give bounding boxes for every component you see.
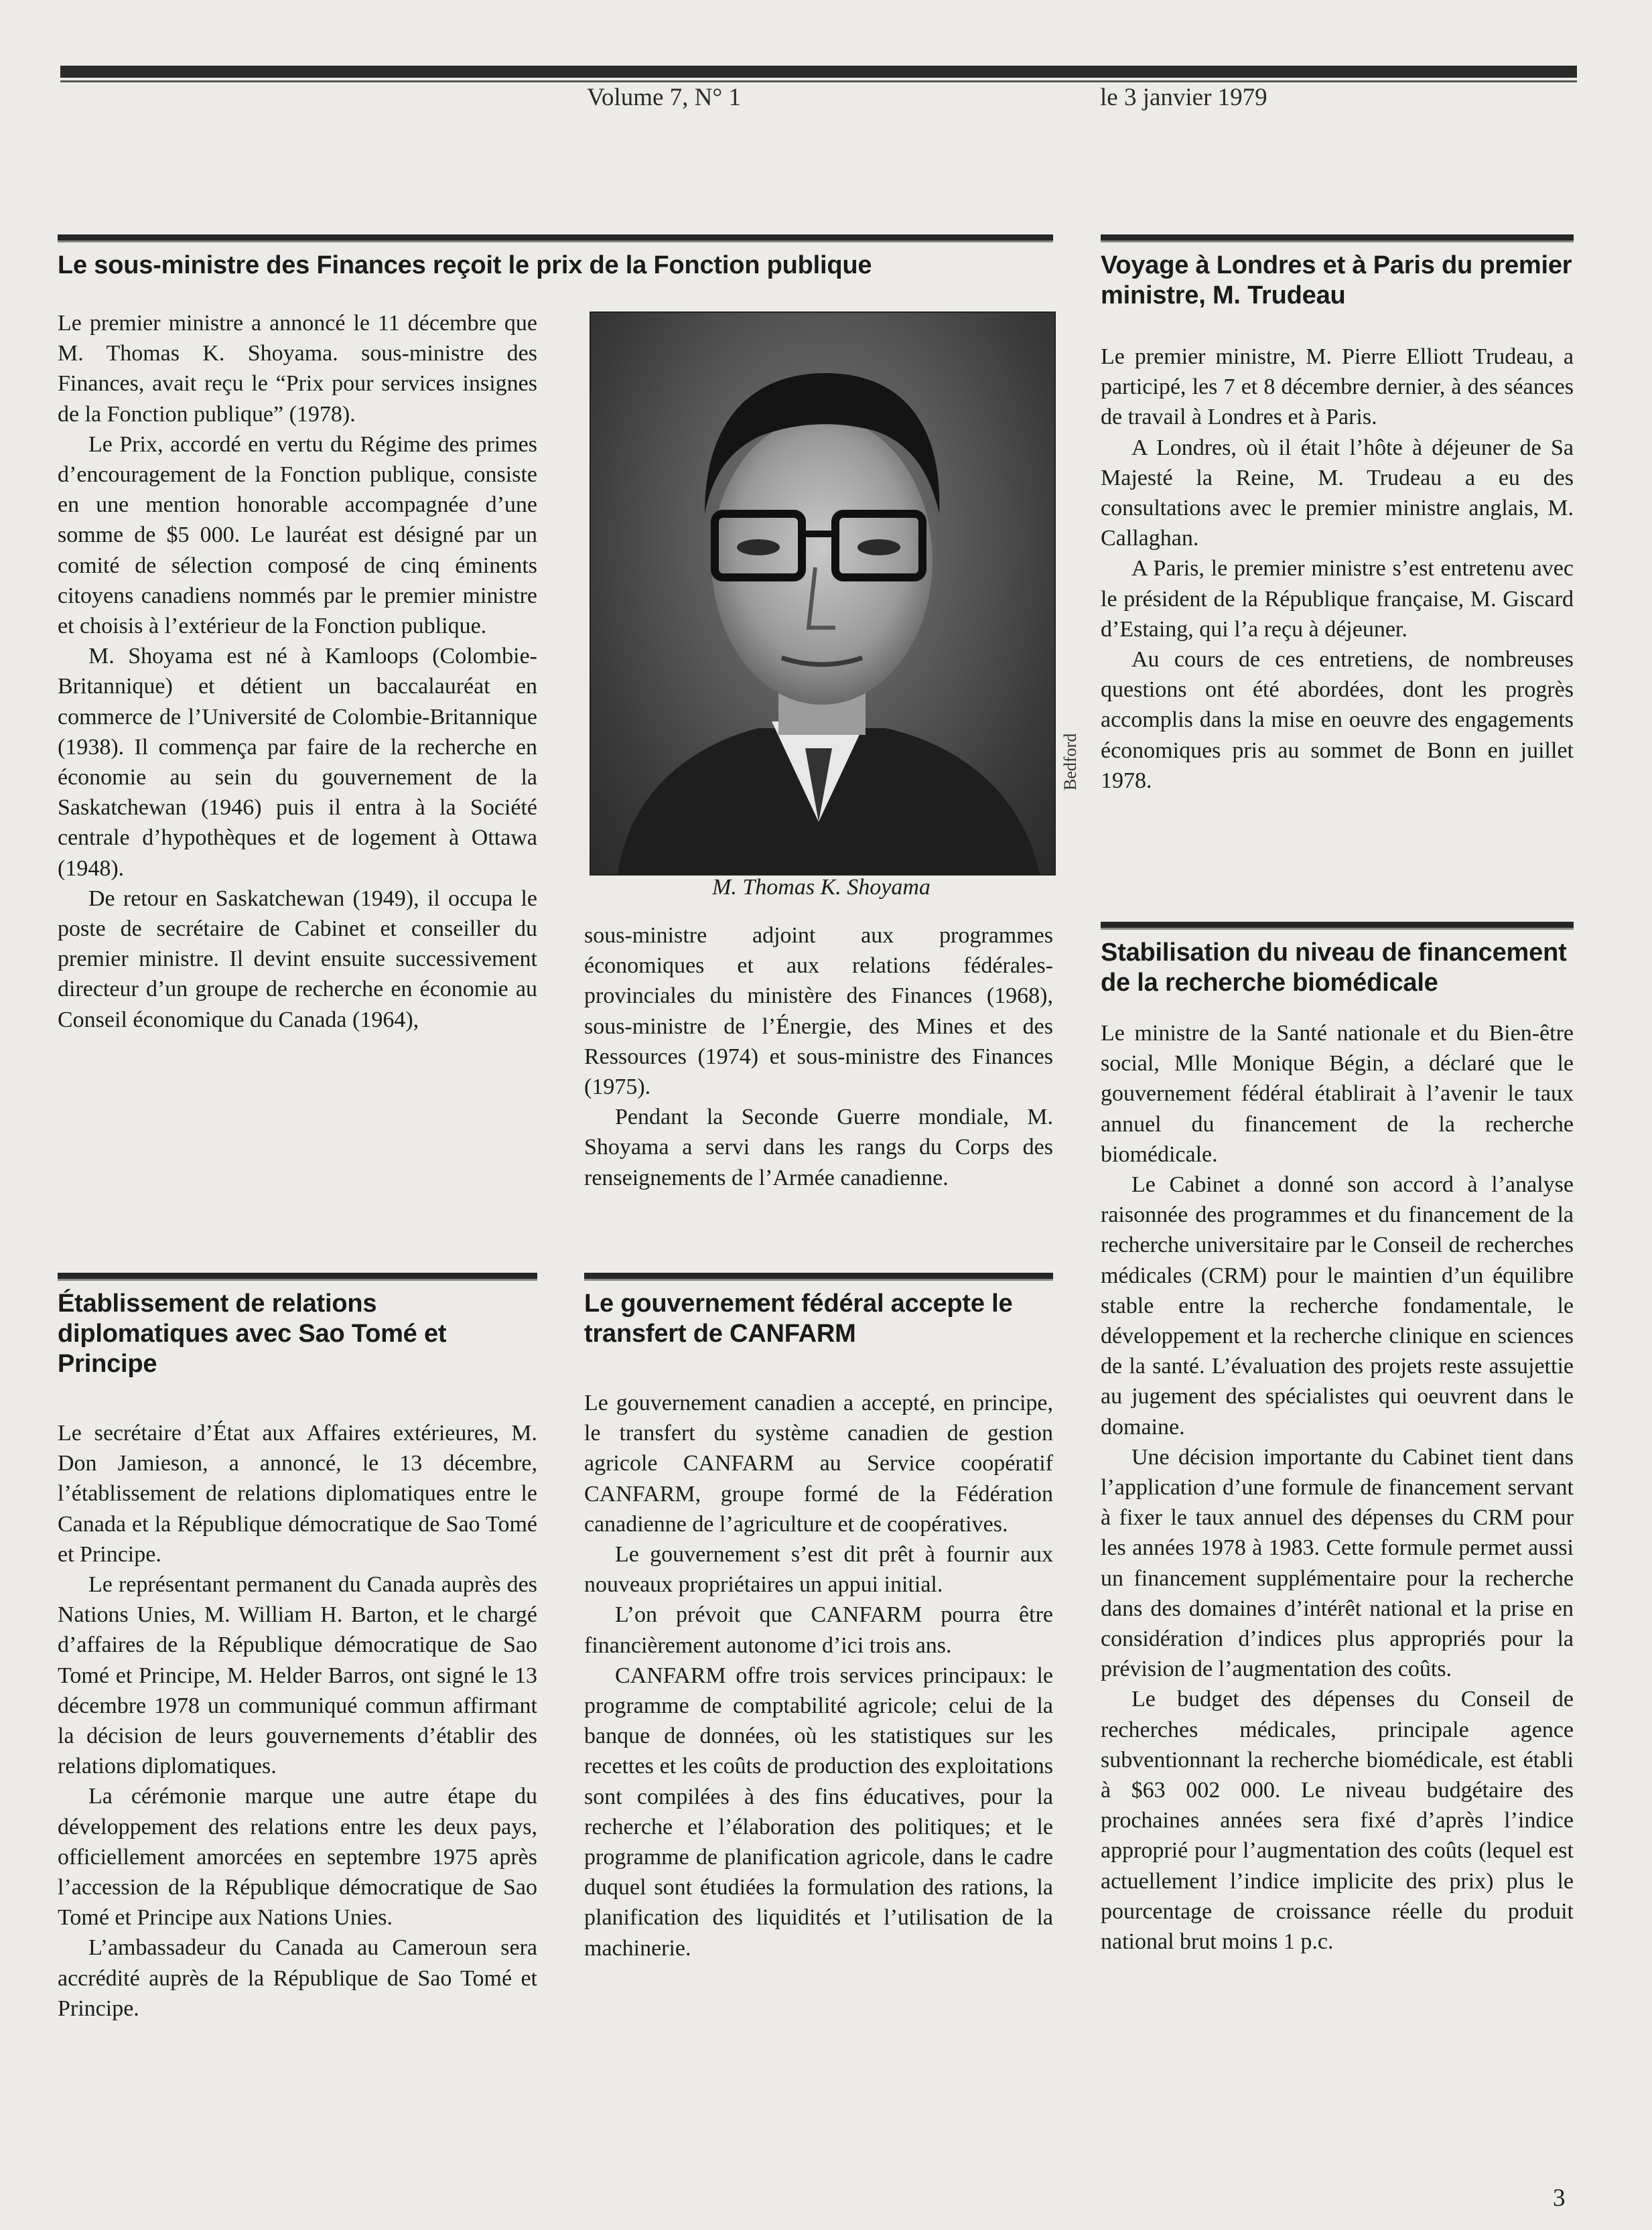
paragraph: Au cours de ces entretiens, de nombreuses questions ont été abordées, dont les progrès accomplis dans la mise en oeuvre des engagements économiques pris au sommet de Bonn en juillet 1978. <box>1101 647 1574 793</box>
paragraph: Le premier ministre, M. Pierre Elliott Trudeau, a participé, les 7 et 8 décembre dernier, à des séances de travail à Londres et à Paris. <box>1101 344 1574 430</box>
article-shoyama-mid-column <box>584 920 1053 1193</box>
article-title: Stabilisation du niveau de financement de la recherche biomédicale <box>1101 938 1567 997</box>
paragraph: Le gouvernement s’est dit prêt à fournir aux nouveaux propriétaires un appui initial. <box>584 1542 1053 1598</box>
paragraph: L’ambassadeur du Canada au Cameroun sera accrédité auprès de la République de Sao Tomé et Principe. <box>58 1935 537 2021</box>
volume-label: Volume 7, N° 1 <box>587 84 741 111</box>
article-title: Voyage à Londres et à Paris du premier ministre, M. Trudeau <box>1101 251 1572 309</box>
paragraph: Le gouvernement canadien a accepté, en principe, le transfert du système canadien de gestion agricole CANFARM au Service coopératif CANFARM, groupe formé de la Fédération canadienne de l’agriculture et de coopératives. <box>584 1391 1053 1537</box>
paragraph: De retour en Saskatchewan (1949), il occupa le poste de secrétaire de Cabinet et conseiller du premier ministre. Il devint ensuite successivement directeur d’un groupe de recherche en économie au Conseil économique du Canada (1964), <box>58 886 537 1032</box>
article-canfarm <box>584 1273 1053 1963</box>
paragraph: Le premier ministre a annoncé le 11 décembre que M. Thomas K. Shoyama. sous-ministre des Finances, avait reçu le “Prix pour services insignes de la Fonction publique” (1978). <box>58 311 537 427</box>
paragraph: La cérémonie marque une autre étape du développement des relations entre les deux pays, officiellement amorcées en septembre 1975 après l’accession de la République démocratique de Sao Tomé et Principe aux Nations Unies. <box>58 1784 537 1931</box>
paragraph: Le représentant permanent du Canada auprès des Nations Unies, M. William H. Barton, et le chargé d’affaires de la République démocratique de Sao Tomé et Principe, M. Helder Barros, ont signé le 13 décembre 1978 un communiqué commun affirmant la décision de leurs gouvernements d’établir des relations diplomatiques. <box>58 1572 537 1779</box>
paragraph: sous-ministre adjoint aux programmes économiques et aux relations fédérales-provinciales du ministère des Finances (1968), sous-ministre de l’Énergie, des Mines et des Ressources (1974) et sous-ministre des Finances (1975). <box>584 923 1053 1100</box>
article-rule <box>58 234 1053 242</box>
photo-caption: M. Thomas K. Shoyama <box>712 875 931 900</box>
paragraph: Le secrétaire d’État aux Affaires extérieures, M. Don Jamieson, a annoncé, le 13 décembre, l’établissement de relations diplomatiques entre le Canada et la République démocratique de Sao Tomé et Principe. <box>58 1421 537 1567</box>
article-title: Établissement de relations diplomatiques avec Sao Tomé et Principe <box>58 1290 447 1378</box>
article-biomed <box>1101 922 1574 1957</box>
paragraph: L’on prévoit que CANFARM pourra être financièrement autonome d’ici trois ans. <box>584 1602 1053 1658</box>
article-title: Le gouvernement fédéral accepte le transfert de CANFARM <box>584 1290 1013 1348</box>
portrait-photo <box>590 311 1056 876</box>
paragraph: Le budget des dépenses du Conseil de recherches médicales, principale agence subventionnant la recherche biomédicale, est établi à $63 002 000. Le niveau budgétaire des prochaines années sera fixé d’après l’indice approprié pour l’augmentation des coûts (lequel est actuellement l’indice implicite des prix) plus le pourcentage de croissance réelle du produit national brut moins 1 p.c. <box>1101 1687 1574 1955</box>
article-rule <box>1101 922 1574 930</box>
paragraph: Pendant la Seconde Guerre mondiale, M. Shoyama a servi dans les rangs du Corps des renseignements de l’Armée canadienne. <box>584 1105 1053 1190</box>
article-rule <box>1101 234 1574 242</box>
article-shoyama-header <box>58 234 1053 281</box>
article-title: Le sous-ministre des Finances reçoit le prix de la Fonction publique <box>58 251 872 279</box>
paragraph: Une décision importante du Cabinet tient dans l’application d’une formule de financement servant à fixer le taux annuel des dépenses du CRM pour les années 1978 à 1983. Cette formule permet aussi un financement supplémentaire pour la recherche dans des domaines d’intérêt national et la prise en considération d’indices plus appropriés pour la prévision de l’augmentation des coûts. <box>1101 1444 1574 1682</box>
paragraph: A Londres, où il était l’hôte à déjeuner de Sa Majesté la Reine, M. Trudeau a eu des consultations avec le premier ministre anglais, M. Callaghan. <box>1101 435 1574 551</box>
article-rule <box>58 1273 537 1281</box>
top-rule-thin <box>60 80 1577 82</box>
issue-date: le 3 janvier 1979 <box>1100 84 1267 111</box>
paragraph: Le Prix, accordé en vertu du Régime des primes d’encouragement de la Fonction publique, consiste en une mention honorable accompagnée d’une somme de $5 000. Le lauréat est désigné par un comité de sélection composé de cinq éminents citoyens canadiens nommés par le premier ministre et choisis à l’extérieur de la Fonction publique. <box>58 431 537 639</box>
article-shoyama-left-column <box>58 308 537 1035</box>
page-number: 3 <box>1553 2184 1566 2212</box>
article-rule <box>584 1273 1053 1281</box>
paragraph: CANFARM offre trois services principaux: le programme de comptabilité agricole; celui de la banque de données, où les statistiques sur les recettes et les coûts de production des exploitations sont compilées à des fins éducatives, pour la recherche et l’élaboration des politiques; et le programme de planification agricole, dans le cadre duquel sont étudiées la formulation des rations, la planification des liquidités et l’utilisation de la machinerie. <box>584 1663 1053 1961</box>
article-trudeau <box>1101 234 1574 796</box>
paragraph: M. Shoyama est né à Kamloops (Colombie-Britannique) et détient un baccalauréat en commerce de l’Université de Colombie-Britannique (1938). Il commença par faire de la recherche en économie au sein du gouvernement de la Saskatchewan (1946) puis il entra à la Société centrale d’hypothèques et de logement à Ottawa (1948). <box>58 644 537 881</box>
paragraph: Le Cabinet a donné son accord à l’analyse raisonnée des programmes et du financement de la recherche universitaire par le Conseil de recherches médicales (CRM) pour le maintien d’un équilibre stable entre la recherche fondamentale, le développement et la recherche clinique en sciences de la santé. L’évaluation des projets reste assujettie au jugement des spécialistes qui oeuvrent dans le domaine. <box>1101 1172 1574 1440</box>
top-rule <box>60 66 1577 78</box>
portrait-illustration <box>591 313 1054 874</box>
photo-credit: Bedford <box>1060 733 1080 790</box>
paragraph: A Paris, le premier ministre s’est entretenu avec le président de la République française, M. Giscard d’Estaing, qui l’a reçu à déjeuner. <box>1101 556 1574 642</box>
paragraph: Le ministre de la Santé nationale et du Bien-être social, Mlle Monique Bégin, a déclaré que le gouvernement fédéral établirait à l’avenir le taux annuel du financement de la recherche biomédicale. <box>1101 1021 1574 1167</box>
article-saotome <box>58 1273 537 2024</box>
